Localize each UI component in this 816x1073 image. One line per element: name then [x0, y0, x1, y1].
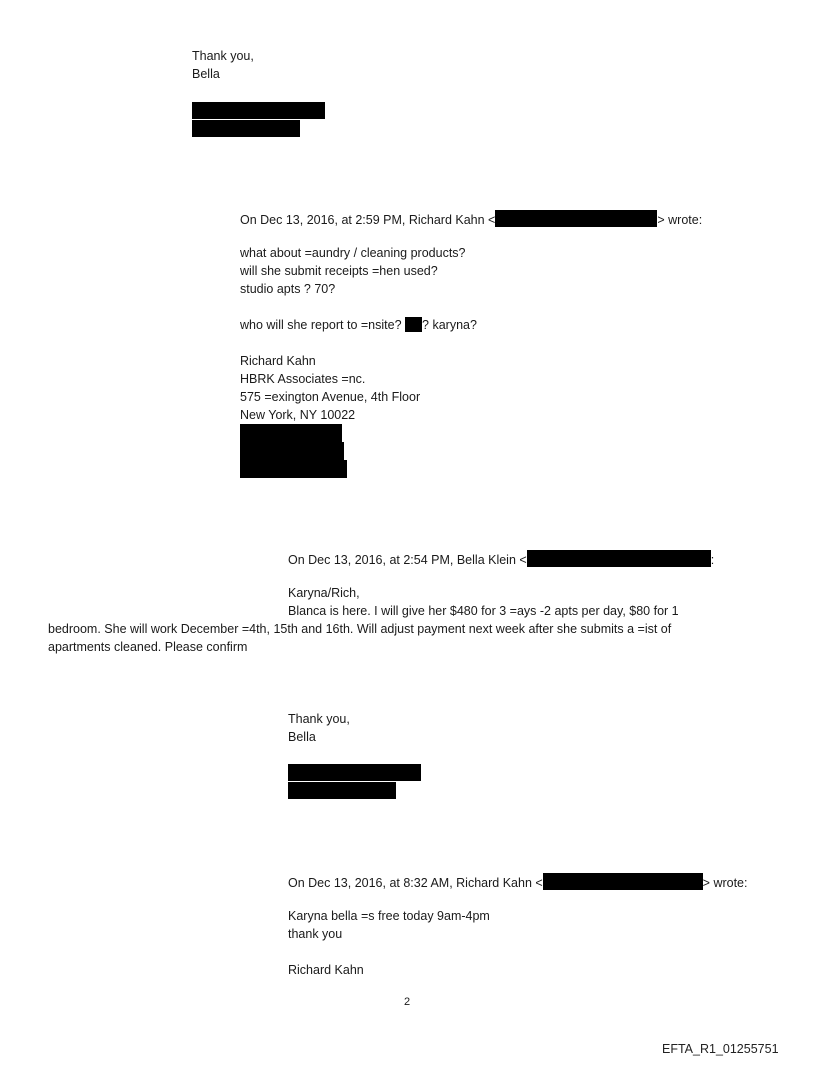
redaction-block: [288, 764, 421, 781]
document-id-footer: EFTA_R1_01255751: [662, 1042, 779, 1056]
email-body-text: who will she report to =nsite?: [240, 318, 402, 332]
email-body-line: [240, 317, 477, 333]
email-header: [288, 550, 714, 568]
email-body-line: Blanca is here. I will give her $480 for 3 =ays -2 apts per day, $80 for 1: [288, 604, 679, 618]
redaction-block: [240, 460, 347, 478]
email-header-suffix: :: [710, 553, 715, 567]
email-header: [288, 873, 747, 891]
email-header-suffix: > wrote:: [702, 876, 748, 890]
redaction-block: [192, 120, 300, 137]
signature-name: Richard Kahn: [288, 963, 364, 977]
redaction-block: [405, 317, 422, 332]
signature-city: New York, NY 10022: [240, 408, 356, 422]
email-body-line: will she submit receipts =hen used?: [240, 264, 438, 278]
email-body-line: thank you: [288, 927, 343, 941]
closing-thanks: Thank you,: [288, 712, 350, 726]
email-body-line: Karyna bella =s free today 9am-4pm: [288, 909, 490, 923]
closing-name: Bella: [192, 67, 220, 81]
email-body-line: bedroom. She will work December =4th, 15th and 16th. Will adjust payment next week after she submits a =ist of: [48, 622, 672, 636]
redaction-block: [527, 550, 711, 567]
email-header: [240, 210, 702, 228]
closing-name: Bella: [288, 730, 316, 744]
signature-address: 575 =exington Avenue, 4th Floor: [240, 390, 421, 404]
signature-company: HBRK Associates =nc.: [240, 372, 366, 386]
email-body-line: apartments cleaned. Please confirm: [48, 640, 248, 654]
redaction-block: [495, 210, 657, 227]
email-header-text: On Dec 13, 2016, at 8:32 AM, Richard Kahn <: [288, 876, 543, 890]
email-header-suffix: > wrote:: [657, 213, 703, 227]
email-body-line: what about =aundry / cleaning products?: [240, 246, 466, 260]
email-header-text: On Dec 13, 2016, at 2:59 PM, Richard Kahn <: [240, 213, 496, 227]
email-body-line: studio apts ? 70?: [240, 282, 336, 296]
email-greeting: Karyna/Rich,: [288, 586, 360, 600]
page-number: 2: [404, 996, 411, 1008]
email-body-text: ? karyna?: [422, 318, 477, 332]
redaction-block: [543, 873, 703, 890]
redaction-block: [240, 424, 342, 442]
email-header-text: On Dec 13, 2016, at 2:54 PM, Bella Klein <: [288, 553, 527, 567]
redaction-block: [240, 442, 344, 460]
redaction-block: [288, 782, 396, 799]
closing-thanks: Thank you,: [192, 49, 254, 63]
redaction-block: [192, 102, 325, 119]
signature-name: Richard Kahn: [240, 354, 316, 368]
